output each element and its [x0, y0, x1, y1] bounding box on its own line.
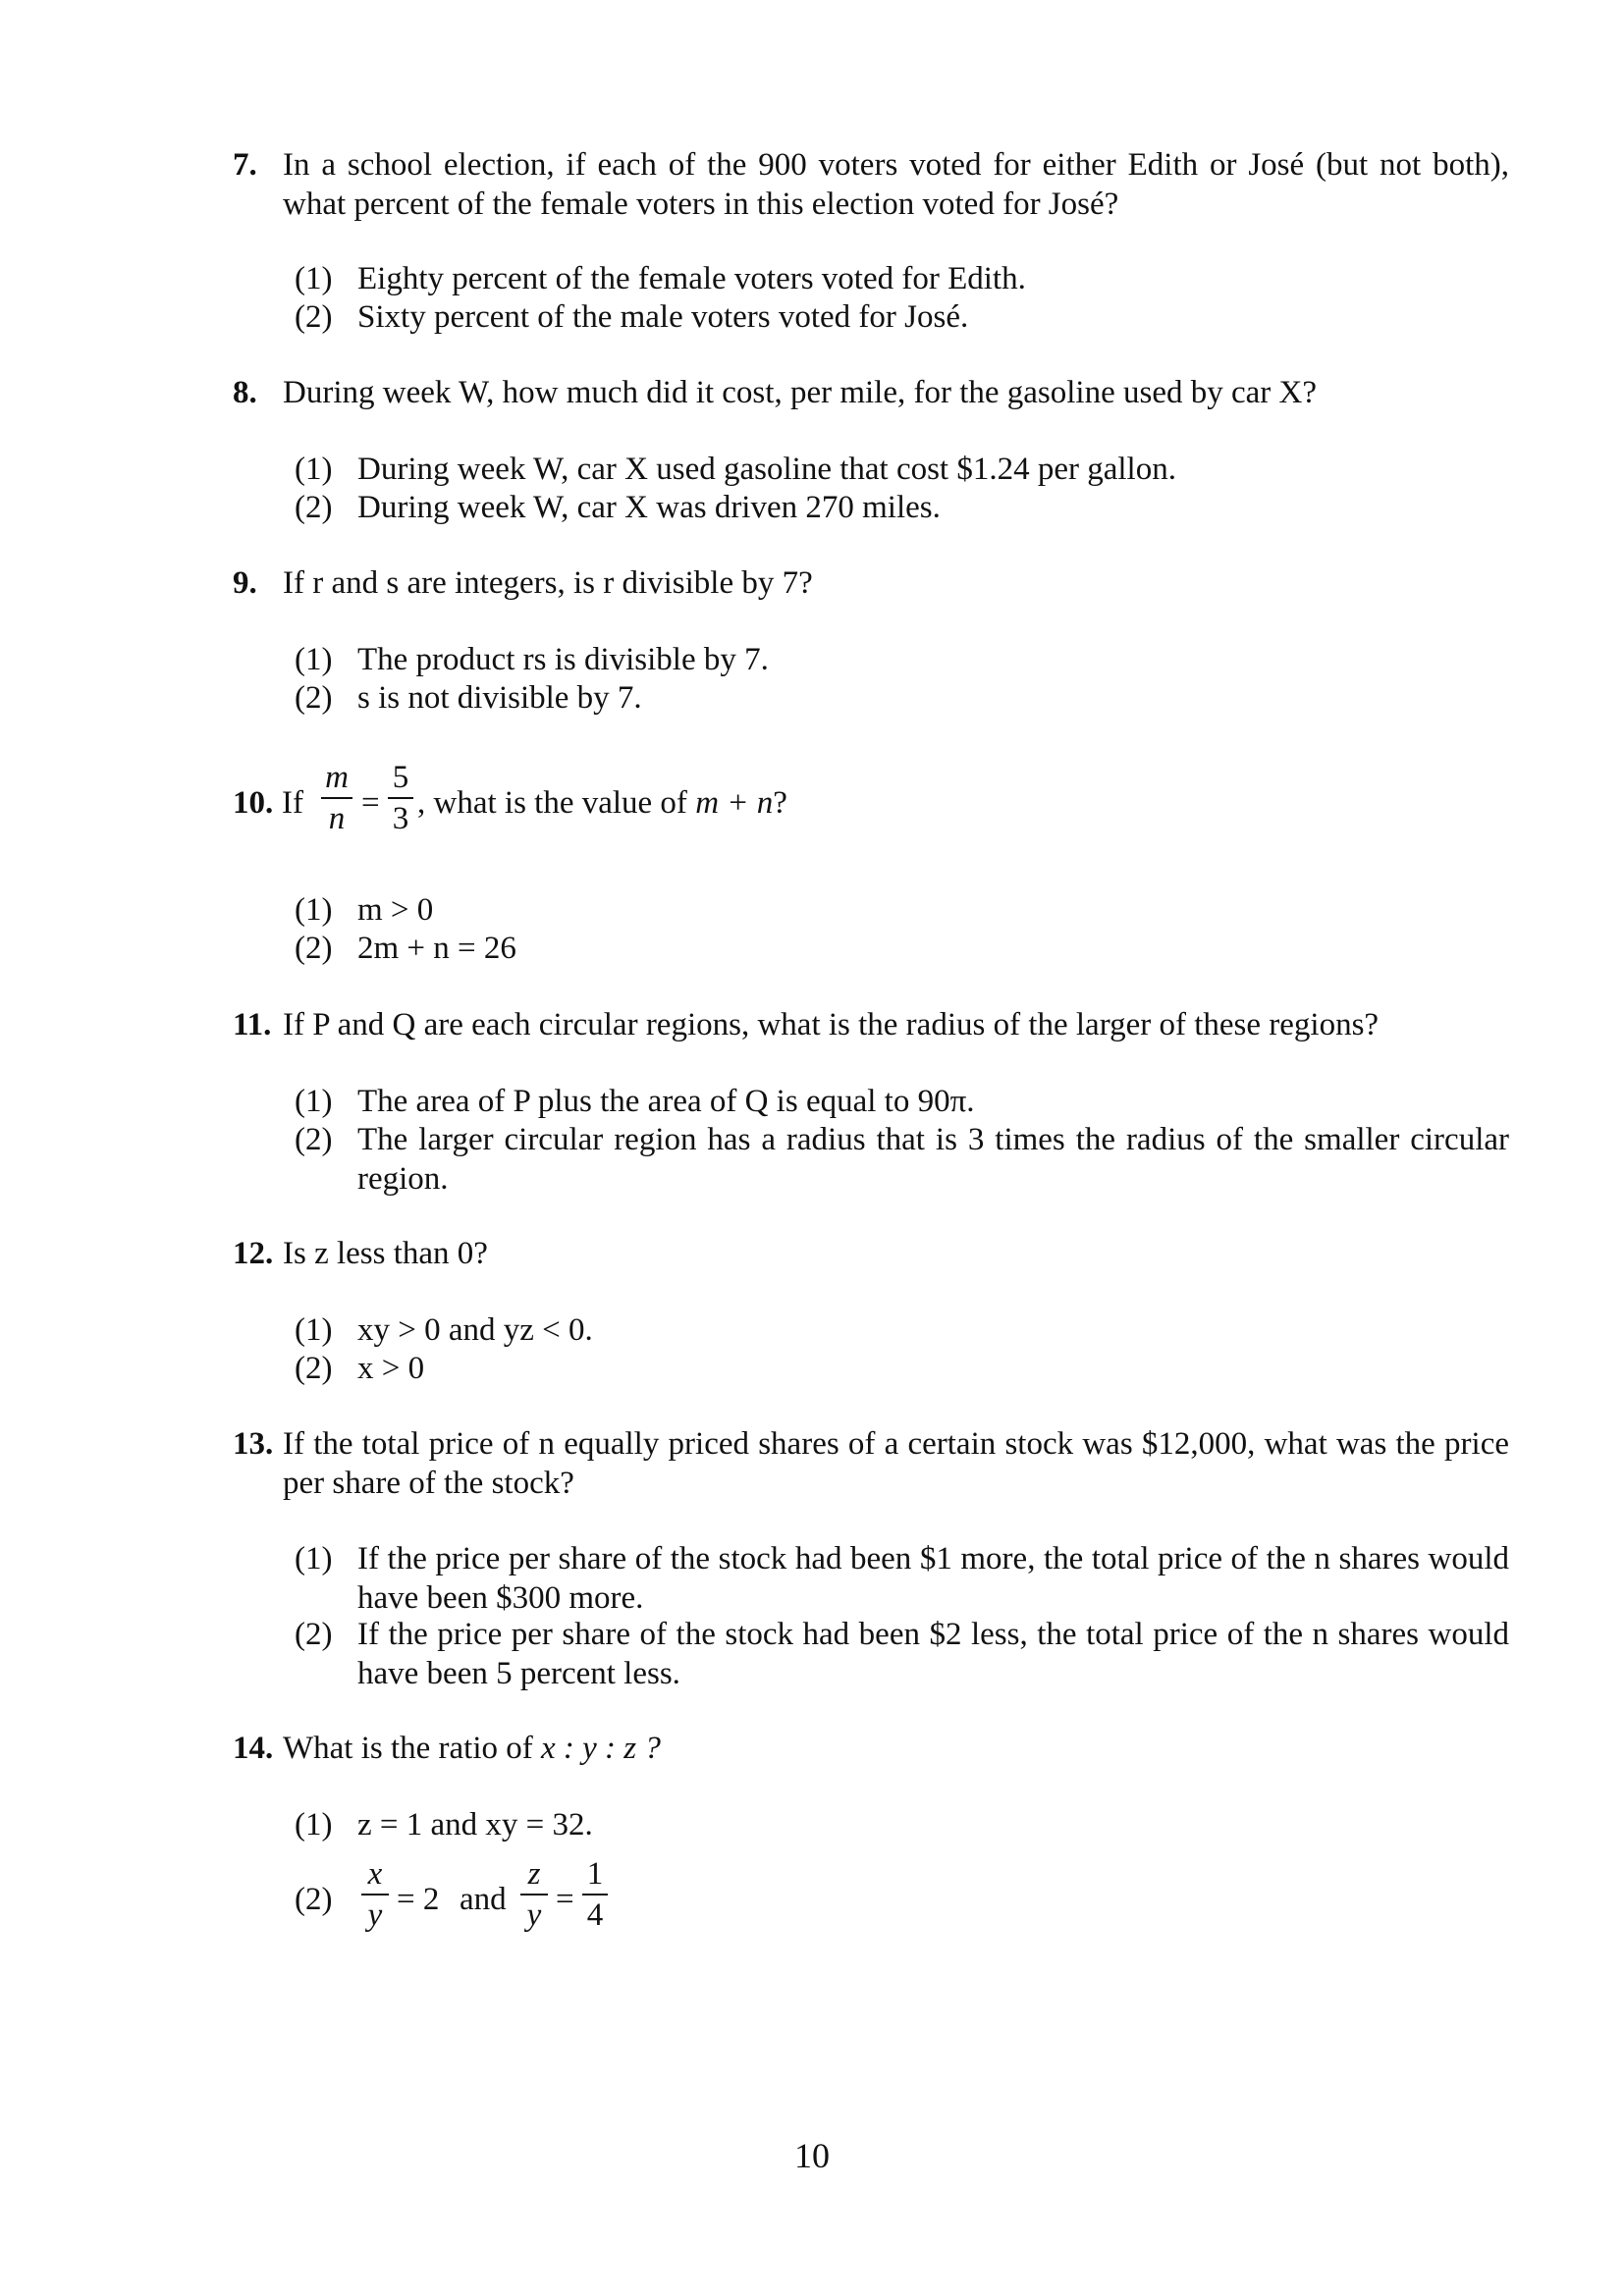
option-label: (1)	[295, 452, 333, 487]
question-number: 10.	[233, 785, 274, 821]
and-text: and	[460, 1882, 507, 1917]
fraction-5-over-3	[386, 758, 415, 838]
option-text: xy > 0 and yz < 0.	[357, 1312, 593, 1348]
option-text: s is not divisible by 7.	[357, 680, 642, 716]
denominator: 3	[392, 801, 409, 836]
equals-two: = 2	[397, 1882, 440, 1917]
option-text: If the price per share of the stock had been $1 more, the total price of the n shares would have been $300 more.	[357, 1541, 1509, 1616]
option-text: During week W, car X was driven 270 miles.	[357, 490, 941, 525]
question-text-math: x : y : z ?	[541, 1731, 661, 1766]
option-label: (1)	[295, 261, 333, 296]
question-number: 13.	[233, 1426, 274, 1462]
equals-sign: =	[361, 785, 380, 821]
numerator: m	[325, 760, 349, 795]
fraction-z-over-y	[518, 1854, 550, 1935]
question-13-option-1	[295, 1539, 1509, 1618]
question-number: 9.	[233, 565, 257, 601]
option-label: (2)	[295, 1882, 333, 1917]
question-number: 11.	[233, 1007, 272, 1042]
suffix-end: ?	[773, 785, 787, 821]
numerator: 1	[586, 1856, 604, 1892]
option-label: (1)	[295, 1541, 333, 1576]
question-number: 8.	[233, 375, 257, 410]
page-number: 10	[794, 2136, 830, 2175]
option-text: The larger circular region has a radius that is 3 times the radius of the smaller circular region.	[357, 1122, 1509, 1197]
question-13	[233, 1424, 1509, 1503]
question-11-option-2	[295, 1120, 1509, 1199]
question-text-plain: What is the ratio of	[283, 1731, 542, 1766]
suffix-math: m + n	[695, 785, 774, 821]
question-text	[283, 1729, 1509, 1768]
fraction-1-over-4	[580, 1854, 610, 1935]
option-text: The product rs is divisible by 7.	[357, 642, 769, 677]
option-text: Sixty percent of the male voters voted for José.	[357, 299, 969, 335]
denominator: 4	[586, 1897, 604, 1933]
option-label: (2)	[295, 1617, 333, 1652]
option-label: (2)	[295, 680, 333, 716]
option-text: If the price per share of the stock had been $2 less, the total price of the n shares would have been 5 percent less.	[357, 1617, 1509, 1691]
question-text: If P and Q are each circular regions, what is the radius of the larger of these regions?	[283, 1007, 1380, 1042]
question-number: 12.	[233, 1236, 274, 1271]
option-text: z = 1 and xy = 32.	[357, 1807, 593, 1842]
option-text: m > 0	[357, 892, 434, 928]
option-label: (1)	[295, 1084, 333, 1119]
question-text: Is z less than 0?	[283, 1236, 488, 1271]
question-13-option-2	[295, 1615, 1509, 1693]
denominator: y	[526, 1897, 542, 1933]
question-7	[233, 145, 1509, 224]
option-label: (2)	[295, 931, 333, 966]
numerator: x	[367, 1856, 383, 1892]
fraction-m-over-n	[319, 758, 354, 838]
denominator: y	[367, 1897, 383, 1933]
option-text: 2m + n = 26	[357, 931, 516, 966]
question-number: 7.	[233, 147, 257, 183]
question-text: If r and s are integers, is r divisible by 7?	[283, 565, 813, 601]
question-prefix: If	[282, 785, 303, 821]
question-suffix	[417, 785, 787, 822]
equals-sign: =	[556, 1882, 574, 1917]
question-number: 14.	[233, 1731, 274, 1766]
option-label: (2)	[295, 299, 333, 335]
question-text: In a school election, if each of the 900 voters voted for either Edith or José (but not both), what percent of the female voters in this election voted for José?	[283, 147, 1509, 222]
option-label: (1)	[295, 642, 333, 677]
numerator: z	[527, 1856, 541, 1892]
numerator: 5	[392, 760, 409, 795]
option-label: (1)	[295, 1807, 333, 1842]
option-label: (1)	[295, 892, 333, 928]
option-label: (2)	[295, 1351, 333, 1386]
option-label: (2)	[295, 490, 333, 525]
denominator: n	[328, 801, 346, 836]
option-text: During week W, car X used gasoline that cost $1.24 per gallon.	[357, 452, 1176, 487]
question-text: If the total price of n equally priced shares of a certain stock was $12,000, what was the price per share of the stock?	[283, 1426, 1509, 1501]
question-text: During week W, how much did it cost, per mile, for the gasoline used by car X?	[283, 375, 1318, 410]
option-text: The area of P plus the area of Q is equal to 90π.	[357, 1084, 975, 1119]
option-label: (1)	[295, 1312, 333, 1348]
suffix-text: , what is the value of	[417, 785, 696, 821]
option-text: Eighty percent of the female voters voted for Edith.	[357, 261, 1026, 296]
option-label: (2)	[295, 1122, 333, 1157]
fraction-x-over-y	[359, 1854, 391, 1935]
option-text: x > 0	[357, 1351, 425, 1386]
